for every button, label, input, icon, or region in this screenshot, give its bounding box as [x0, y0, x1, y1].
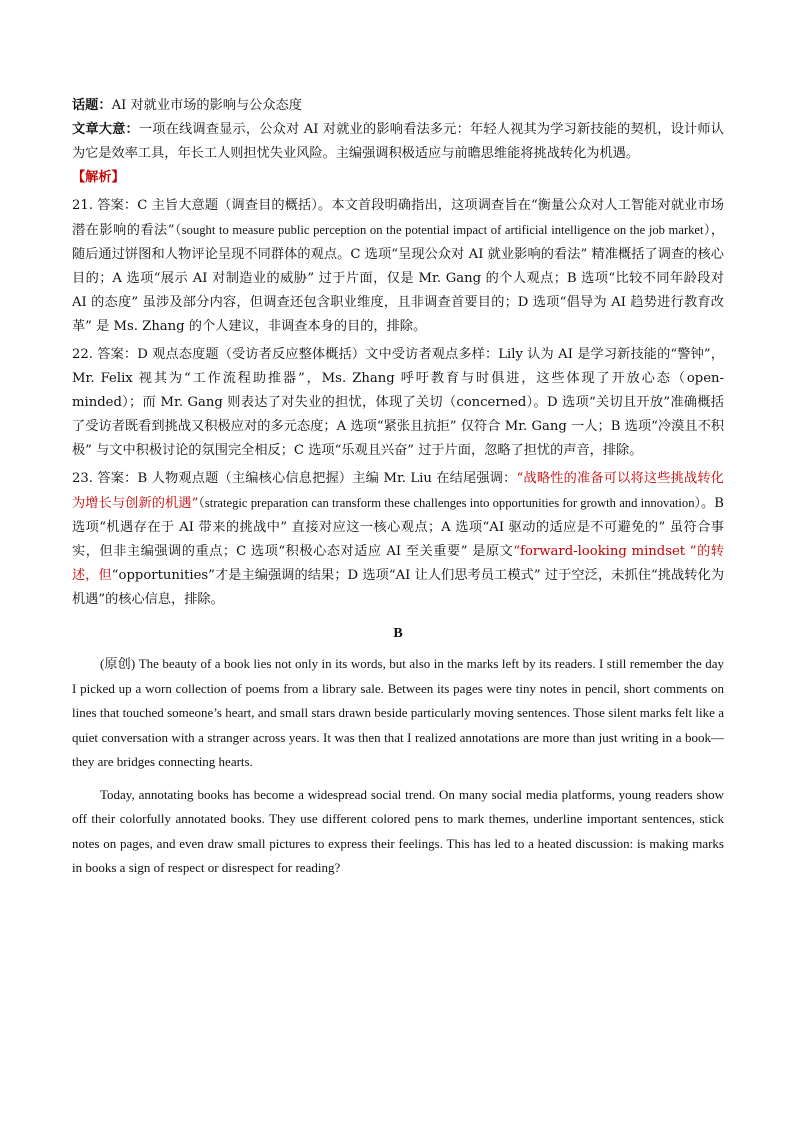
- answer-23: [72, 467, 724, 612]
- answer-23-english: （strategic preparation can transform these challenges into opportunities for growth and innovation）: [198, 496, 702, 510]
- answer-22: 22. 答案：D 观点态度题（受访者反应整体概括）文中受访者观点多样：Lily 认为 AI 是学习新技能的“警钟”，Mr. Felix 视其为“工作流程助推器”，Ms. Zhang 呼吁教育与时俱进，这些体现了开放心态（open-minded）；而 Mr. Gang 则表达了对失业的担忧，体现了关切（concerned）。D 选项“关切且开放”准确概括了受访者既看到挑战又积极应对的多元态度；A 选项“紧张且抗拒” 仅符合 Mr. Gang 一人；B 选项“冷漠且不积极” 与文中积极讨论的氛围完全相反；C 选项“乐观且兴奋” 过于片面，忽略了担忧的声音，排除。: [72, 347, 724, 458]
- answer-23-part1: 23. 答案：B 人物观点题（主编核心信息把握）主编 Mr. Liu 在结尾强调：: [72, 471, 517, 486]
- document-page: [72, 94, 724, 881]
- answer-21-part3: ，随后通过饼图和人物评论呈现不同群体的观点。C 选项“呈现公众对 AI 就业影响的看法” 精准概括了调查的核心目的；A 选项“展示 AI 对制造业的威胁” 过于片面，仅是 Mr. Gang 的个人观点；B 选项“比较不同年龄段对 AI 的态度” 虽涉及部分内容，但调查还包含职业维度，且非调查首要目的；D 选项“倡导为 AI 趋势进行教育改革” 是 Ms. Zhang 的个人建议，非调查本身的目的，排除。: [72, 223, 724, 334]
- gist-text: 一项在线调查显示，公众对 AI 对就业的影响看法多元：年轻人视其为学习新技能的契机，设计师认为它是效率工具，年长工人则担忧失业风险。主编强调积极适应与前瞻思维能将挑战转化为机遇。: [72, 122, 724, 161]
- answer-23-quote-red: “战略性的准备可以将这些挑战转化为增长与创新的机遇”: [72, 471, 724, 511]
- answer-23-part6: “opportunities”才是主编强调的结果；D 选项“AI 让人们思考员工模式” 过于空泛，未抓住“挑战转化为机遇”的核心信息，排除。: [72, 568, 725, 607]
- essay-paragraph-1: (原创) The beauty of a book lies not only in its words, but also in the marks left by its readers. I still remember the day I picked up a worn collection of poems from a library sale. Between its pages were tiny notes in pencil, short comments on lines that touched someone’s heart, and small stars drawn beside particularly moving sentences. Those silent marks felt like a quiet conversation with a stranger across years. It was then that I realized annotations are more than just writing in a book—they are bridges connecting hearts.: [72, 656, 724, 769]
- analysis-heading: 【解析】: [72, 170, 125, 185]
- section-letter: B: [393, 626, 403, 641]
- topic-label: 话题：: [72, 98, 112, 113]
- gist-label: 文章大意：: [72, 122, 139, 137]
- answer-23-quote-red-2: “forward-looking mindset ”的转述，但: [72, 544, 724, 583]
- essay-paragraph-2: Today, annotating books has become a widespread social trend. On many social media platforms, young readers show off their colorfully annotated books. They use different colored pens to mark themes, underline important sentences, stick notes on pages, and even draw small pictures to express their feelings. This has led to a heated discussion: is making marks in books a sign of respect or disrespect for reading?: [72, 786, 724, 875]
- topic-line: [72, 94, 724, 118]
- answer-21-part1: 21. 答案：C 主旨大意题（调查目的概括）。本文首段明确指出，这项调查旨在“衡量公众对人工智能对就业市场潜在影响的看法”: [72, 198, 724, 238]
- answer-21: [72, 194, 724, 339]
- answer-21-english: （sought to measure public perception on the potential impact of artificial intelligence on the job market）: [174, 223, 711, 237]
- topic-text: AI 对就业市场的影响与公众态度: [111, 98, 302, 113]
- gist-line: [72, 118, 724, 166]
- answer-23-part4: 。B 选项“机遇存在于 AI 带来的挑战中” 直接对应这一核心观点；A 选项“AI 驱动的适应是不可避免的” 虽符合事实，但非主编强调的重点；C 选项“积极心态对适应 AI 至关重要” 是原文: [72, 496, 724, 559]
